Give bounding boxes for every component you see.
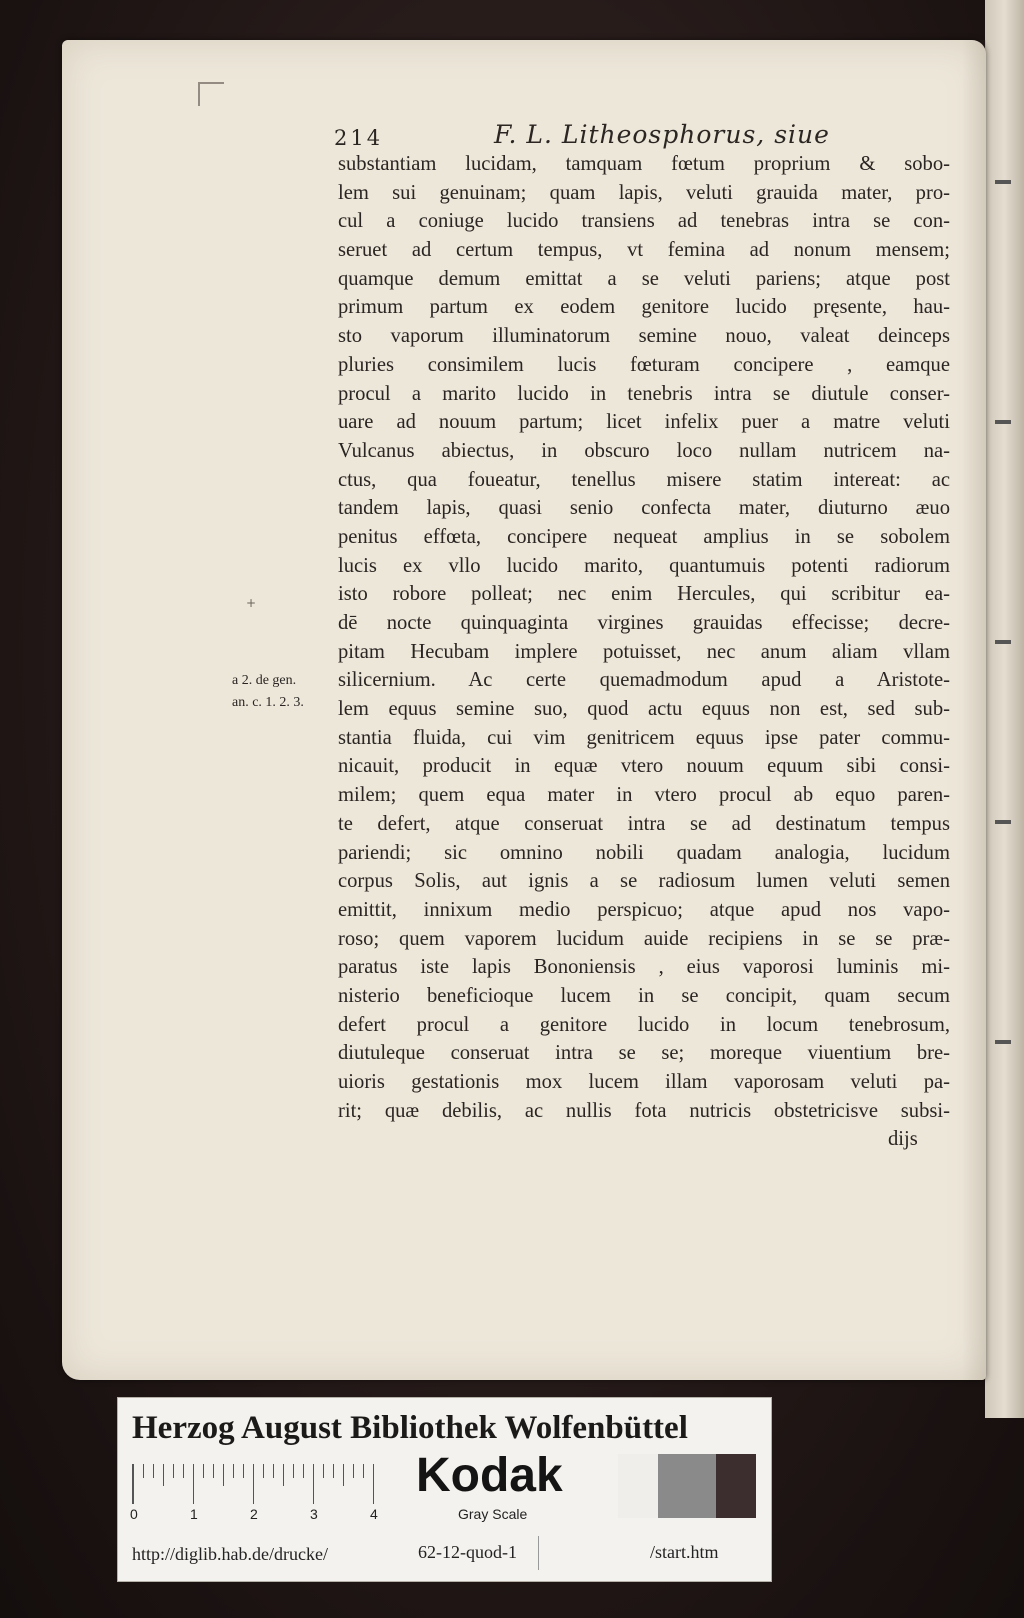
- text-line: penitus effœta, concipere nequeat amplius in se sobolem: [338, 525, 950, 548]
- ruler-label: 0: [130, 1506, 138, 1522]
- ruler: [132, 1464, 381, 1504]
- text-line: ctus, qua foueatur, tenellus misere statim intereat: ac: [338, 468, 950, 491]
- shelfmark: 62-12-quod-1: [418, 1542, 517, 1562]
- gray-swatch-white: [618, 1454, 658, 1518]
- ruler-tick: [303, 1464, 304, 1478]
- ruler-tick: [313, 1464, 314, 1504]
- ruler-tick: [293, 1464, 294, 1478]
- text-line: defert procul a genitore lucido in locum tenebrosum,: [338, 1013, 950, 1036]
- text-line: pitam Hecubam implere potuisset, nec anum aliam vllam: [338, 640, 950, 663]
- text-line: sto vaporum illuminatorum semine nouo, valeat deinceps: [338, 325, 950, 348]
- text-line: procul a marito lucido in tenebris intra se diutule conser-: [338, 382, 950, 405]
- ruler-tick: [233, 1464, 234, 1478]
- text-line: nicauit, producit in equæ vtero nouum equum sibi consi-: [338, 755, 950, 778]
- edge-mark: [995, 1040, 1011, 1044]
- page-number: 214: [334, 126, 384, 150]
- ruler-tick: [283, 1464, 284, 1486]
- ruler-labels: [128, 1506, 388, 1524]
- text-line: Vulcanus abiectus, in obscuro loco nullam nutricem na-: [338, 439, 950, 462]
- edge-mark: [995, 820, 1011, 824]
- page-corner-mark: [198, 82, 224, 106]
- ruler-tick: [273, 1464, 274, 1478]
- text-line: lucis ex vllo lucido marito, quantumuis potenti radiorum: [338, 554, 950, 577]
- text-line: corpus Solis, aut ignis a se radiosum lumen veluti semen: [338, 870, 950, 893]
- edge-mark: [995, 180, 1011, 184]
- edge-mark: [995, 640, 1011, 644]
- ruler-tick: [213, 1464, 214, 1478]
- text-line: lem sui genuinam; quam lapis, veluti grauida mater, pro-: [338, 181, 950, 204]
- text-line: isto robore polleat; nec enim Hercules, qui scribitur ea-: [338, 583, 950, 606]
- ruler-tick: [353, 1464, 354, 1478]
- ruler-label: 3: [310, 1506, 318, 1522]
- body-text: [338, 150, 950, 1125]
- ruler-tick: [193, 1464, 194, 1504]
- ruler-tick: [333, 1464, 334, 1478]
- text-line: te defert, atque conseruat intra se ad destinatum tempus: [338, 812, 950, 835]
- marginal-citation: [232, 670, 304, 714]
- page-header: [334, 118, 830, 154]
- text-line: nisterio beneficioque lucem in se concipit, quam secum: [338, 984, 950, 1007]
- edge-mark: [995, 420, 1011, 424]
- text-line: substantiam lucidam, tamquam fœtum proprium & sobo-: [338, 153, 950, 175]
- text-line: paratus iste lapis Bononiensis , eius vaporosi luminis mi-: [338, 956, 950, 979]
- adjacent-page-edge: [985, 0, 1024, 1418]
- catchword: dijs: [888, 1128, 918, 1150]
- ruler-tick: [163, 1464, 164, 1486]
- ruler-tick: [143, 1464, 144, 1478]
- kodak-logo: Kodak: [416, 1449, 563, 1502]
- gray-scale-label: Gray Scale: [458, 1506, 528, 1522]
- text-line: quamque demum emittat a se veluti pariens; atque post: [338, 267, 950, 290]
- text-line: cul a coniuge lucido transiens ad tenebras intra se con-: [338, 210, 950, 233]
- text-line: uioris gestationis mox lucem illam vaporosam veluti pa-: [338, 1071, 950, 1093]
- text-line: roso; quem vaporem lucidum auide recipiens in se se præ-: [338, 927, 950, 950]
- text-line: pariendi; sic omnino nobili quadam analogia, lucidum: [338, 841, 950, 864]
- text-line: stantia fluida, cui vim genitricem equus ipse pater commu-: [338, 726, 950, 749]
- ruler-tick: [343, 1464, 344, 1486]
- running-title: F. L. Litheosphorus, siue: [494, 120, 830, 149]
- library-name: Herzog August Bibliothek Wolfenbüttel: [132, 1410, 688, 1446]
- text-line: rit; quæ debilis, ac nullis fota nutricis obstetricisve subsi-: [338, 1099, 950, 1122]
- ruler-tick: [263, 1464, 264, 1478]
- ruler-tick: [363, 1464, 364, 1478]
- ruler-tick: [243, 1464, 244, 1478]
- ruler-label: 1: [190, 1506, 198, 1522]
- ruler-tick: [133, 1464, 134, 1504]
- text-line: emittit, innixum medio perspicuo; atque apud nos vapo-: [338, 898, 950, 921]
- library-color-card: [117, 1397, 772, 1582]
- ruler-tick: [183, 1464, 184, 1478]
- ruler-label: 2: [250, 1506, 258, 1522]
- text-line: primum partum ex eodem genitore lucido pręsente, hau-: [338, 296, 950, 319]
- text-line: dē nocte quinquaginta virgines grauidas effecisse; decre-: [338, 612, 950, 634]
- pencil-mark: +: [246, 596, 257, 610]
- divider: [538, 1536, 539, 1570]
- text-line: uare ad nouum partum; licet infelix puer a matre veluti: [338, 411, 950, 434]
- ruler-tick: [323, 1464, 324, 1478]
- ruler-tick: [373, 1464, 374, 1504]
- ruler-tick: [153, 1464, 154, 1478]
- text-line: seruet ad certum tempus, vt femina ad nonum mensem;: [338, 239, 950, 262]
- margin-note-line: an. c. 1. 2. 3.: [232, 695, 304, 710]
- ruler-tick: [203, 1464, 204, 1478]
- text-line: diutuleque conseruat intra se se; moreque viuentium bre-: [338, 1042, 950, 1065]
- gray-swatch-gray: [658, 1454, 716, 1518]
- text-line: silicernium. Ac certe quemadmodum apud a Aristote-: [338, 669, 950, 692]
- ruler-label: 4: [370, 1506, 378, 1522]
- ruler-tick: [173, 1464, 174, 1478]
- text-line: milem; quem equa mater in vtero procul ab equo paren-: [338, 784, 950, 807]
- text-line: tandem lapis, quasi senio confecta mater, diuturno æuo: [338, 497, 950, 520]
- start-url: /start.htm: [650, 1542, 719, 1562]
- text-line: lem equus semine suo, quod actu equus non est, sed sub-: [338, 698, 950, 721]
- margin-note-line: a 2. de gen.: [232, 673, 297, 688]
- ruler-tick: [253, 1464, 254, 1504]
- library-url: http://diglib.hab.de/drucke/: [132, 1544, 328, 1564]
- text-line: pluries consimilem lucis fœturam concipere , eamque: [338, 353, 950, 376]
- ruler-tick: [223, 1464, 224, 1486]
- gray-swatch-black: [716, 1454, 756, 1518]
